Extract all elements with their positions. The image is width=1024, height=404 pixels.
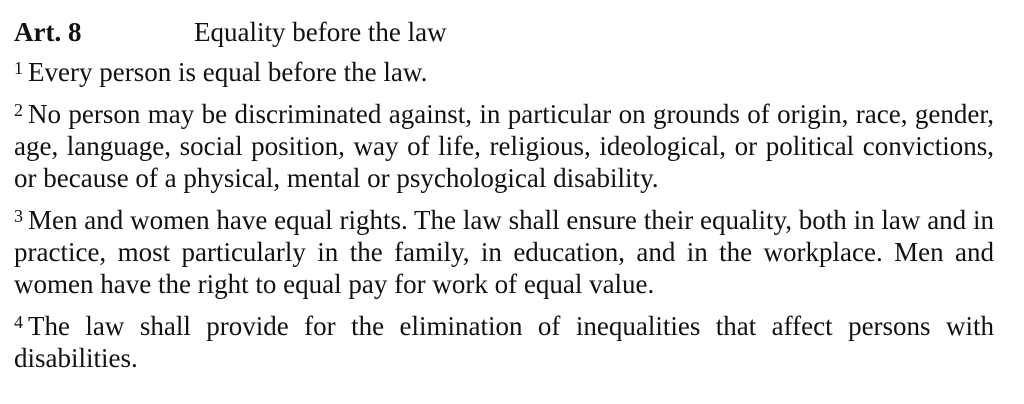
paragraph-1 [14,56,994,88]
paragraph-number: 1 [14,58,23,78]
paragraph-number: 3 [14,206,23,226]
paragraph-4 [14,310,994,374]
article-document [14,16,994,374]
article-heading [14,16,994,56]
paragraph-2 [14,98,994,194]
paragraph-3 [14,204,994,300]
paragraph-text: The law shall provide for the elimination of inequalities that affect persons with disabilities. [14,311,994,373]
paragraph-number: 4 [14,312,23,332]
paragraph-number: 2 [14,100,23,120]
paragraph-text: Men and women have equal rights. The law shall ensure their equality, both in law and in practice, most particularly in the family, in education, and in the workplace. Men and women have the right to equal pay for work of equal value. [14,205,994,299]
article-number: Art. 8 [14,17,82,47]
paragraph-text: Every person is equal before the law. [28,57,428,87]
article-title: Equality before the law [194,17,447,47]
paragraph-text: No person may be discriminated against, in particular on grounds of origin, race, gender, age, language, social position, way of life, religious, ideological, or political convictions, or because of a physical, mental or psychological disability. [14,99,994,193]
